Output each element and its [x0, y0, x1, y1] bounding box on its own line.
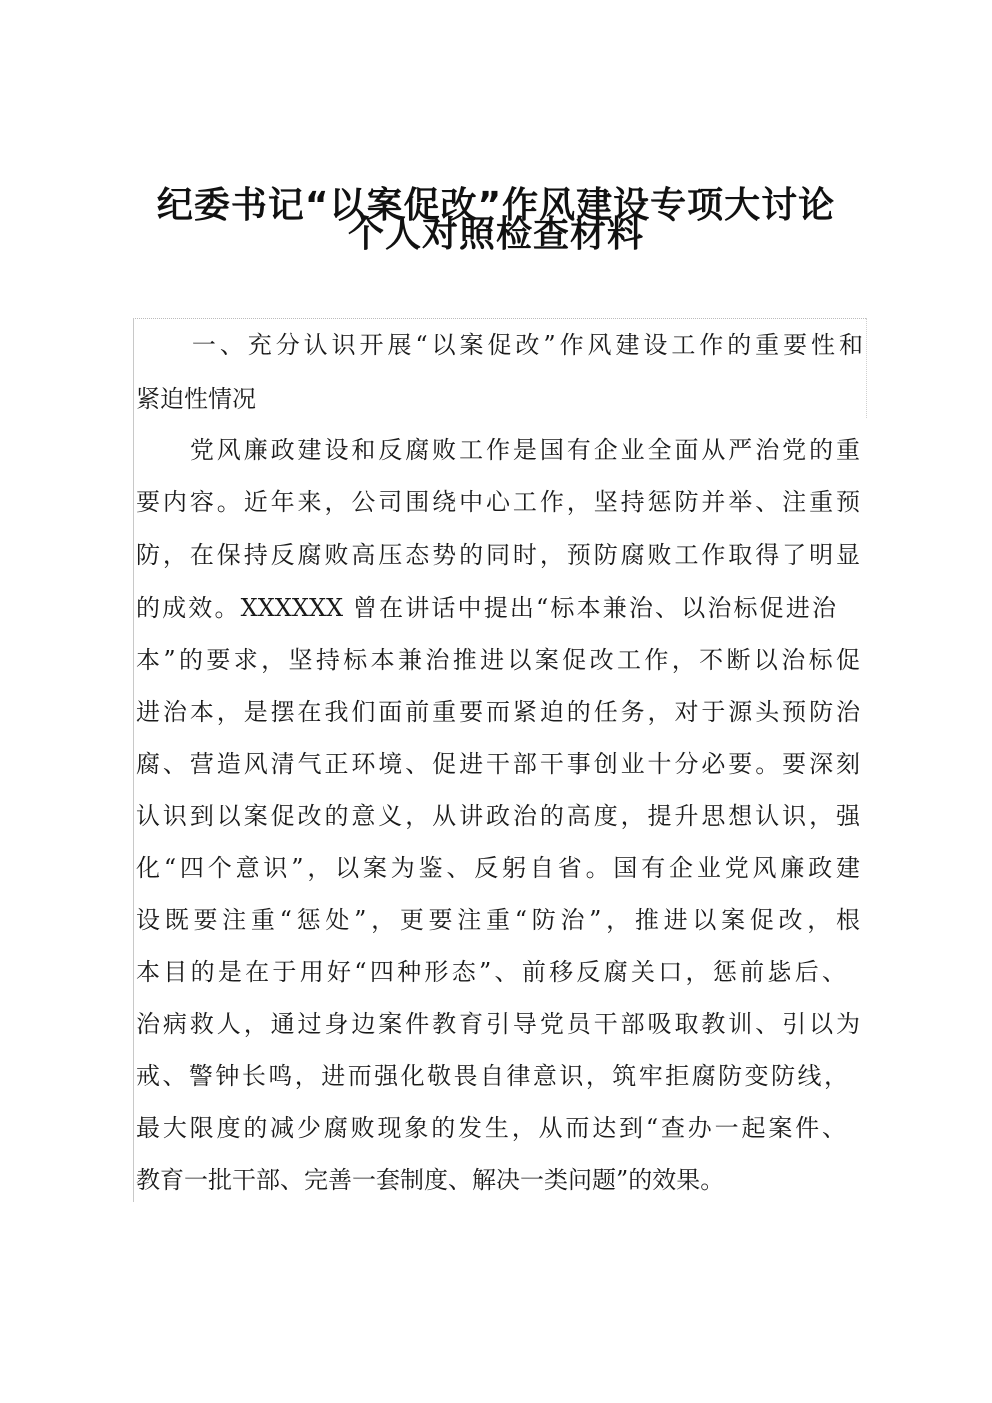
- section-heading-line: 紧迫性情况: [136, 385, 256, 413]
- paragraph-line: 戒、警钟长鸣，进而强化敬畏自律意识，筑牢拒腐防变防线，: [136, 1062, 848, 1090]
- paragraph-line: 设既要注重“惩处”，更要注重“防治”，推进以案促改，根: [136, 906, 860, 934]
- paragraph-line: 腐、营造风清气正环境、促进干部干事创业十分必要。要深刻: [136, 750, 860, 778]
- paragraph-line: 防，在保持反腐败高压态势的同时，预防腐败工作取得了明显: [136, 541, 860, 569]
- paragraph-line: 的成效。XXXXXX 曾在讲话中提出“标本兼治、以治标促进治: [136, 594, 836, 622]
- document-title-line-2: 个人对照检查材料: [347, 214, 644, 255]
- paragraph-line: 要内容。近年来，公司围绕中心工作，坚持惩防并举、注重预: [136, 488, 860, 516]
- text-frame-left-border: [133, 318, 134, 1202]
- paragraph-line: 本目的是在于用好“四种形态”、前移反腐关口，惩前毖后、: [136, 958, 846, 986]
- paragraph-line: 本”的要求，坚持标本兼治推进以案促改工作，不断以治标促: [136, 646, 860, 674]
- paragraph-line: 认识到以案促改的意义，从讲政治的高度，提升思想认识，强: [136, 802, 860, 830]
- paragraph-line: 党风廉政建设和反腐败工作是国有企业全面从严治党的重: [136, 436, 860, 464]
- section-heading-line: 一、充分认识开展“以案促改”作风建设工作的重要性和: [136, 331, 863, 359]
- paragraph-line: 化“四个意识”，以案为鉴、反躬自省。国有企业党风廉政建: [136, 854, 860, 882]
- text-frame-right-border: [866, 318, 867, 418]
- paragraph-line: 教育一批干部、完善一套制度、解决一类问题”的效果。: [136, 1166, 725, 1194]
- paragraph-line: 最大限度的减少腐败现象的发生，从而达到“查办一起案件、: [136, 1114, 846, 1142]
- document-title-line-1: 纪委书记“以案促改”作风建设专项大讨论: [156, 185, 836, 226]
- paragraph-line: 治病救人，通过身边案件教育引导党员干部吸取教训、引以为: [136, 1010, 860, 1038]
- paragraph-line: 进治本，是摆在我们面前重要而紧迫的任务，对于源头预防治: [136, 698, 860, 726]
- text-frame-top-border: [133, 318, 866, 319]
